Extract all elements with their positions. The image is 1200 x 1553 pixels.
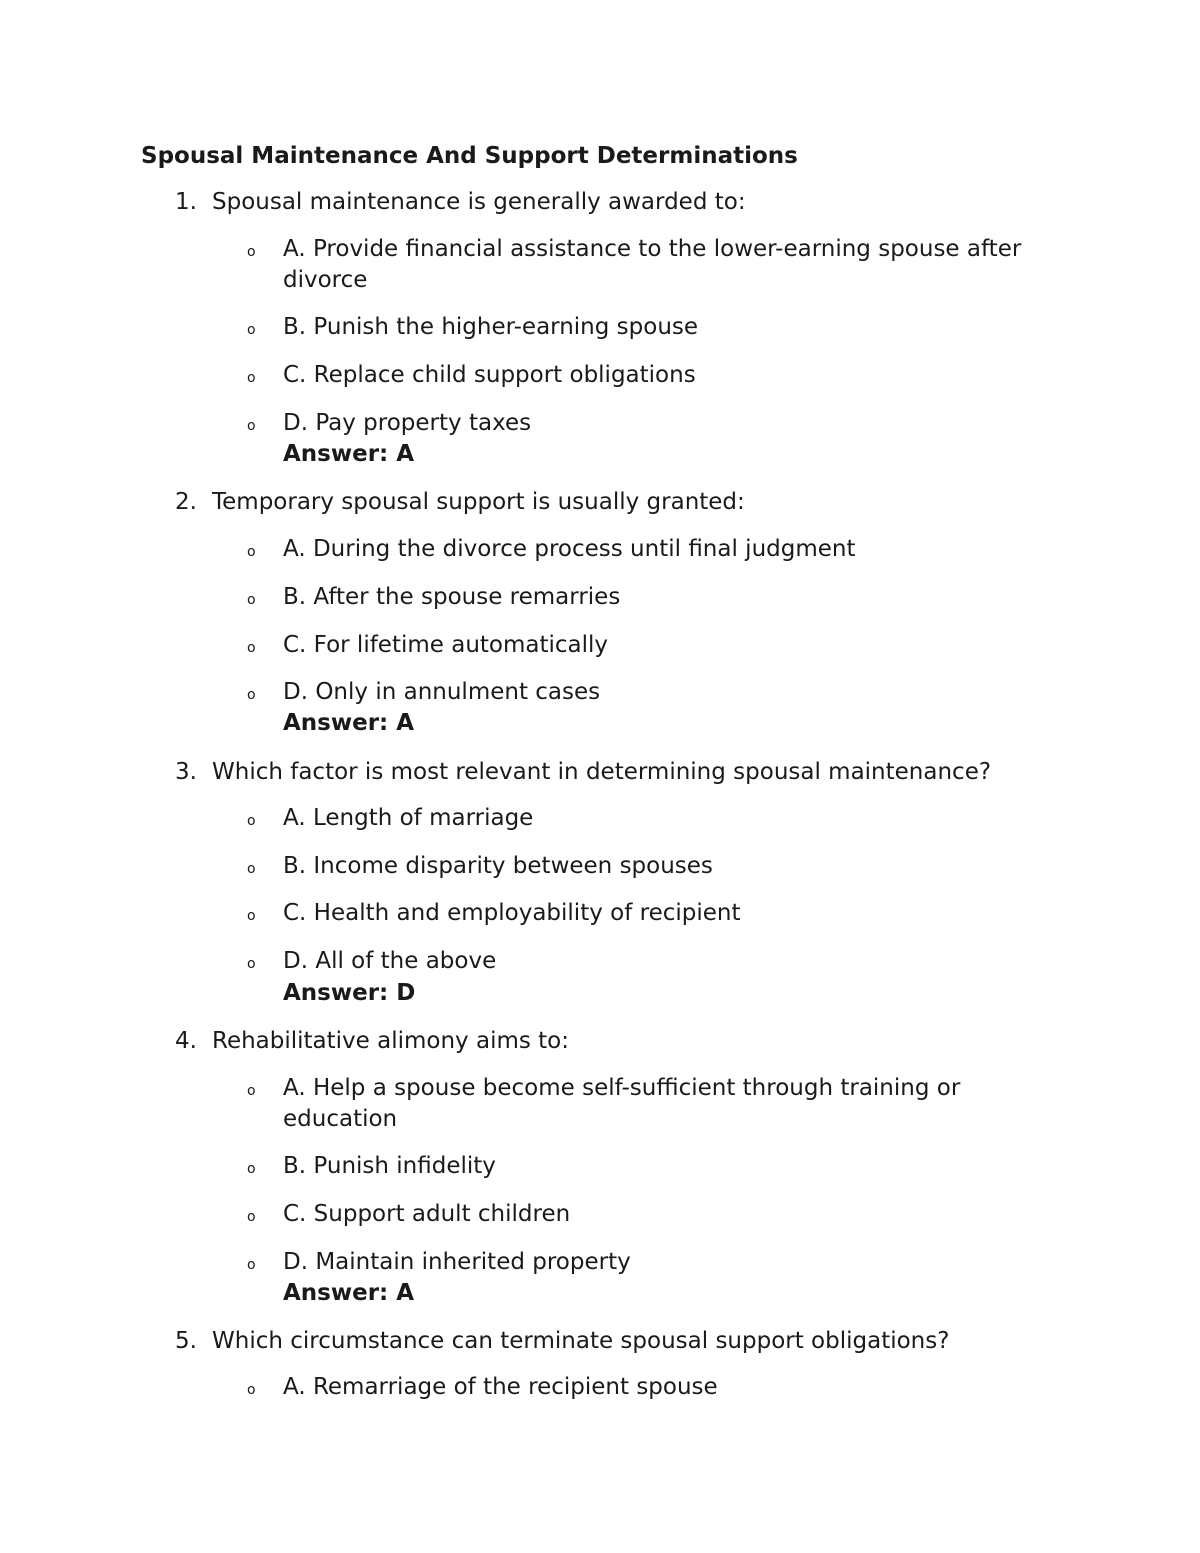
option-text: C. Replace child support obligations [283,362,696,388]
answer-key: Answer: A [283,1280,415,1306]
question-number: 4. [175,1028,197,1054]
option-text: D. Only in annulment cases [283,679,601,705]
option-text: C. Support adult children [283,1201,571,1227]
bullet-icon: o [247,322,256,338]
bullet-icon: o [247,544,256,560]
option-text: A. Help a spouse become self-sufficient through training or education [283,1075,961,1132]
option-text: A. Remarriage of the recipient spouse [283,1374,718,1400]
bullet-icon: o [247,1382,256,1398]
bullet-icon: o [247,244,256,260]
option-text: B. Income disparity between spouses [283,853,713,879]
bullet-icon: o [247,370,256,386]
question-text: Which circumstance can terminate spousal support obligations? [212,1328,950,1354]
bullet-icon: o [247,687,256,703]
question-text: Temporary spousal support is usually granted: [212,489,745,515]
option-text: B. After the spouse remarries [283,584,621,610]
question-number: 1. [175,189,197,215]
bullet-icon: o [247,861,256,877]
bullet-icon: o [247,1257,256,1273]
option-text: C. For lifetime automatically [283,632,609,658]
bullet-icon: o [247,640,256,656]
document-title: Spousal Maintenance And Support Determinations [141,143,798,169]
bullet-icon: o [247,1083,256,1099]
bullet-icon: o [247,1209,256,1225]
option-text: A. Provide financial assistance to the lower-earning spouse after divorce [283,236,1022,293]
question-number: 3. [175,759,197,785]
question-text: Rehabilitative alimony aims to: [212,1028,570,1054]
option-text: D. All of the above [283,948,497,974]
bullet-icon: o [247,418,256,434]
bullet-icon: o [247,1161,256,1177]
question-text: Spousal maintenance is generally awarded to: [212,189,746,215]
option-text: D. Pay property taxes [283,410,532,436]
bullet-icon: o [247,956,256,972]
answer-key: Answer: A [283,710,415,736]
bullet-icon: o [247,908,256,924]
option-text: B. Punish infidelity [283,1153,496,1179]
bullet-icon: o [247,813,256,829]
option-text: D. Maintain inherited property [283,1249,631,1275]
option-text: B. Punish the higher-earning spouse [283,314,699,340]
answer-key: Answer: D [283,980,416,1006]
option-text: A. Length of marriage [283,805,534,831]
question-number: 5. [175,1328,197,1354]
bullet-icon: o [247,592,256,608]
question-number: 2. [175,489,197,515]
question-text: Which factor is most relevant in determining spousal maintenance? [212,759,992,785]
option-text: A. During the divorce process until final judgment [283,536,856,562]
answer-key: Answer: A [283,441,415,467]
option-text: C. Health and employability of recipient [283,900,741,926]
